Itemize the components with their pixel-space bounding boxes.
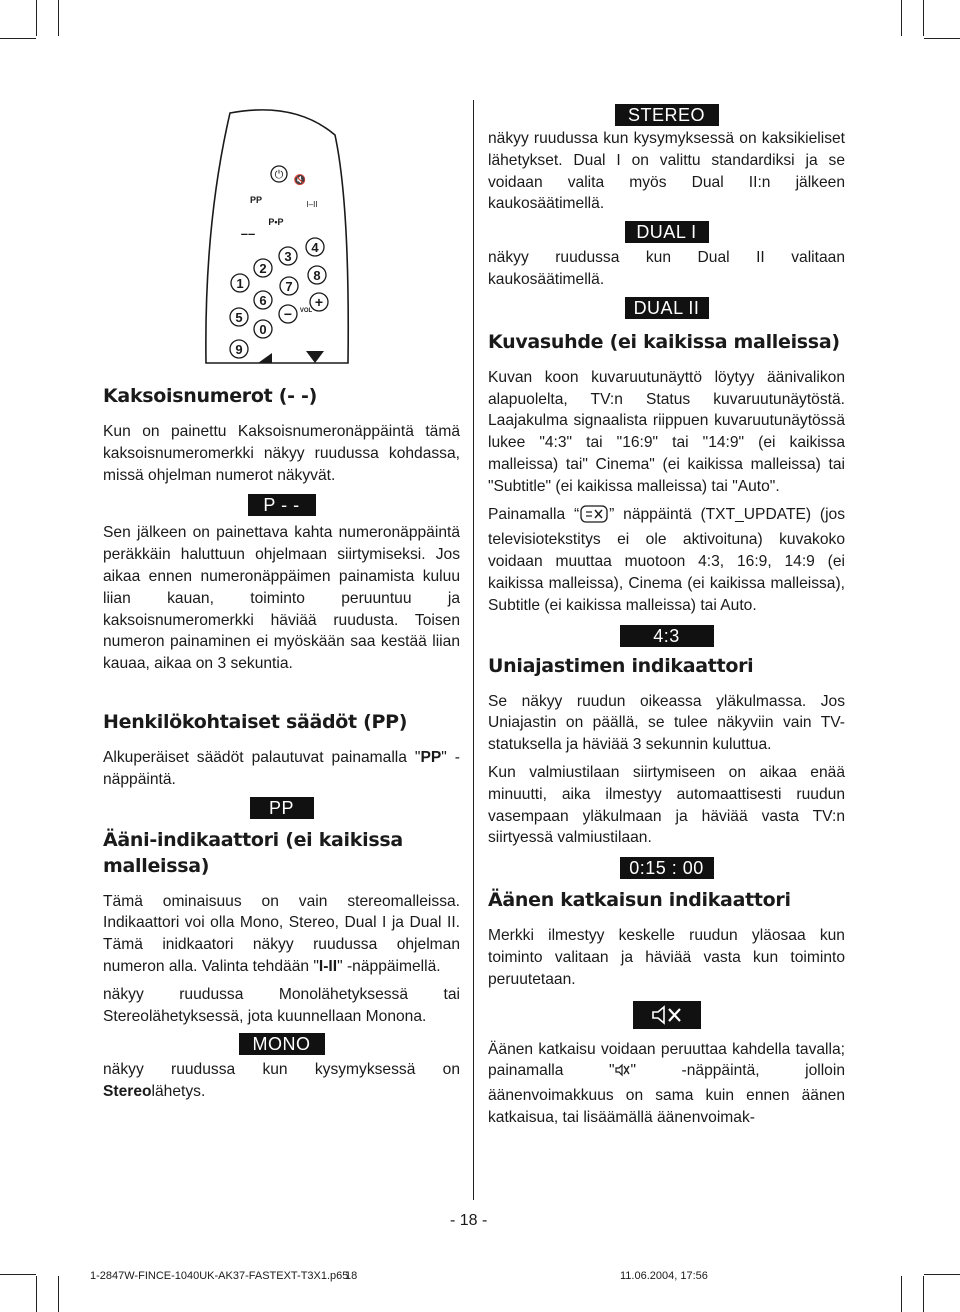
swap-button[interactable] — [268, 217, 283, 227]
osd-badge-stereo: STEREO — [615, 104, 719, 126]
digit-button-7[interactable] — [280, 277, 298, 295]
svg-text:2: 2 — [259, 261, 267, 276]
section-title-sleep-timer: Uniajastimen indikaattori — [488, 654, 754, 677]
svg-text:9: 9 — [235, 342, 243, 357]
paragraph: Äänen katkaisu voidaan peruuttaa kahdella tavalla; painamalla " " -näppäintä, jolloin äänenvoimakkuus on sama kuin ennen äänen katkaisua, tai lisäämällä äänenvoimak- — [488, 1040, 845, 1126]
svg-text:−: − — [283, 306, 293, 322]
digit-button-5[interactable] — [230, 308, 248, 326]
volume-up-button[interactable] — [310, 293, 328, 311]
svg-text:⏻: ⏻ — [274, 169, 284, 181]
volume-label: VOL — [299, 308, 313, 314]
paragraph: Kun valmiustilaan siirtymiseen on aikaa enää minuutti, aika ilmestyy automaattisesti ruudun vasempaan yläkulmaan ja häviää vasta TV:n siirtyessä valmiustilaan. — [488, 763, 845, 847]
svg-text:1: 1 — [236, 276, 244, 291]
section-title-personal-settings: Henkilökohtaiset säädöt (PP) — [103, 710, 408, 733]
svg-text:8: 8 — [313, 268, 321, 283]
right-column — [488, 104, 845, 1129]
paragraph: näkyy ruudussa kun Dual II valitaan kaukosäätimellä. — [488, 249, 845, 288]
osd-badge-p-dash: P - - — [248, 494, 316, 516]
page-number: - 18 - — [450, 1212, 488, 1229]
footer-timestamp: 11.06.2004, 17:56 — [620, 1270, 708, 1282]
osd-badge-aspect: 4:3 — [620, 625, 714, 647]
svg-text:🔇: 🔇 — [293, 175, 307, 186]
svg-text:+: + — [314, 294, 324, 310]
mute-osd-icon — [633, 1001, 701, 1029]
paragraph: Se näkyy ruudun oikeassa yläkulmassa. Jos Uniajastin on päällä, se tulee näkyviin vain TV-statuksella ja häviää 3 sekunnin kuluttua. — [488, 692, 845, 754]
paragraph: Tämä ominaisuus on vain stereomalleissa. Indikaattori voi olla Mono, Stereo, Dual I ja Dual II. Tämä inidkaatori näkyy ruudussa ohjelman numeron alla. Valinta tehdään "I-II" -näppäimellä. — [103, 892, 460, 975]
digit-button-0[interactable] — [254, 320, 272, 338]
osd-badge-mono: MONO — [239, 1033, 325, 1055]
pp-button[interactable] — [250, 195, 262, 205]
digit-button-9[interactable] — [230, 340, 248, 358]
svg-text:5: 5 — [235, 310, 243, 325]
svg-text:––: –– — [240, 226, 256, 241]
remote-control-illustration — [200, 105, 370, 365]
double-digit-button[interactable] — [241, 226, 255, 241]
digit-button-6[interactable] — [254, 291, 272, 309]
dual-button[interactable] — [306, 200, 317, 209]
left-column — [103, 383, 460, 1103]
power-button[interactable] — [271, 166, 287, 182]
svg-text:6: 6 — [259, 293, 267, 308]
zoom-key-icon — [580, 505, 608, 530]
svg-text:P•P: P•P — [268, 217, 284, 227]
section-title-double-digits: Kaksoisnumerot (- -) — [103, 385, 317, 407]
paragraph: Painamalla “ ” näppäintä (TXT_UPDATE) (jos televisiotekstitys ei ole aktivoituna) kuvakoko voidaan muuttaa muotoon 4:3, 16:9, 14:9 (ei kaikissa malleissa), Cinema (ei kaikissa malleissa), Subtitle (ei kaikissa malleissa) tai Auto. — [488, 505, 845, 614]
mute-button[interactable] — [294, 173, 306, 186]
section-title-sound-indicator: Ääni-indikaattori (ei kaikissa malleissa) — [103, 828, 403, 877]
digit-button-1[interactable] — [231, 274, 249, 292]
section-title-mute-indicator: Äänen katkaisun indikaattori — [488, 889, 791, 912]
paragraph: Kun on painettu Kaksoisnumeronäppäintä tämä kaksoisnumeromerkki näkyy ruudussa kohdassa, missä ohjelman numerot näkyvät. — [103, 423, 460, 484]
digit-button-2[interactable] — [254, 259, 272, 277]
section-title-aspect-ratio: Kuvasuhde (ei kaikissa malleissa) — [488, 330, 840, 353]
osd-badge-sleep-timer: 0:15 : 00 — [620, 857, 714, 879]
paragraph: näkyy ruudussa kun kysymyksessä on kaksikieliset lähetykset. Dual I on valittu standardiksi ja se voidaan valita myös Dual II:n jälkeen kaukosäätimellä. — [488, 130, 845, 213]
svg-text:0: 0 — [259, 322, 267, 337]
paragraph: näkyy ruudussa Monolähetyksessä tai Stereolähetyksessä, jota kuunnellaan Monona. — [103, 985, 460, 1025]
digit-button-4[interactable] — [306, 238, 324, 256]
paragraph: Alkuperäiset säädöt palautuvat painamalla "PP" -näppäintä. — [103, 748, 460, 788]
svg-text:PP: PP — [249, 195, 263, 205]
column-divider — [473, 100, 474, 1200]
footer-page: 18 — [345, 1270, 358, 1282]
volume-down-button[interactable] — [279, 305, 297, 323]
svg-text:4: 4 — [311, 240, 319, 255]
paragraph: Merkki ilmestyy keskelle ruudun yläosaa kun toiminto valitaan ja häviää vasta kun toiminto peruutetaan. — [488, 927, 845, 988]
mute-icon — [614, 1062, 630, 1085]
digit-button-8[interactable] — [308, 266, 326, 284]
osd-badge-dual-1: DUAL I — [625, 221, 709, 243]
footer-filename: 1-2847W-FINCE-1040UK-AK37-FASTEXT-T3X1.p65 — [90, 1270, 349, 1282]
digit-button-3[interactable] — [279, 247, 297, 265]
osd-badge-dual-2: DUAL II — [625, 297, 709, 319]
paragraph: näkyy ruudussa kun kysymyksessä on Stereolähetys. — [103, 1061, 460, 1101]
svg-text:7: 7 — [285, 279, 293, 294]
svg-text:3: 3 — [284, 249, 292, 264]
osd-badge-pp: PP — [250, 797, 314, 819]
paragraph: Sen jälkeen on painettava kahta numeronäppäintä peräkkäin haluttuun ohjelmaan siirtymiseksi. Jos aikaa ennen numeronäppäimen painamista kuluu liian kauan, toiminto peruuntuu ja kaksoisnumeromerkki häviää ruudusta. Toisen numeron painaminen ei myöskään saa kestää liian kauaa, aikaa on 3 sekuntia. — [103, 524, 460, 673]
svg-text:I–II: I–II — [306, 200, 318, 209]
paragraph: Kuvan koon kuvaruutunäyttö löytyy äänivalikon alapuolelta, TV:n Status kuvaruutunäytöstä. Laajakulma signaalista riippuen kuvaruutunäytössä lukee "4:3" tai "16:9" tai "14:9" (ei kaikissa malleissa) tai" Cinema" (ei kaikissa malleissa) tai "Subtitle" (ei kaikissa malleissa) tai "Auto". — [488, 368, 845, 495]
